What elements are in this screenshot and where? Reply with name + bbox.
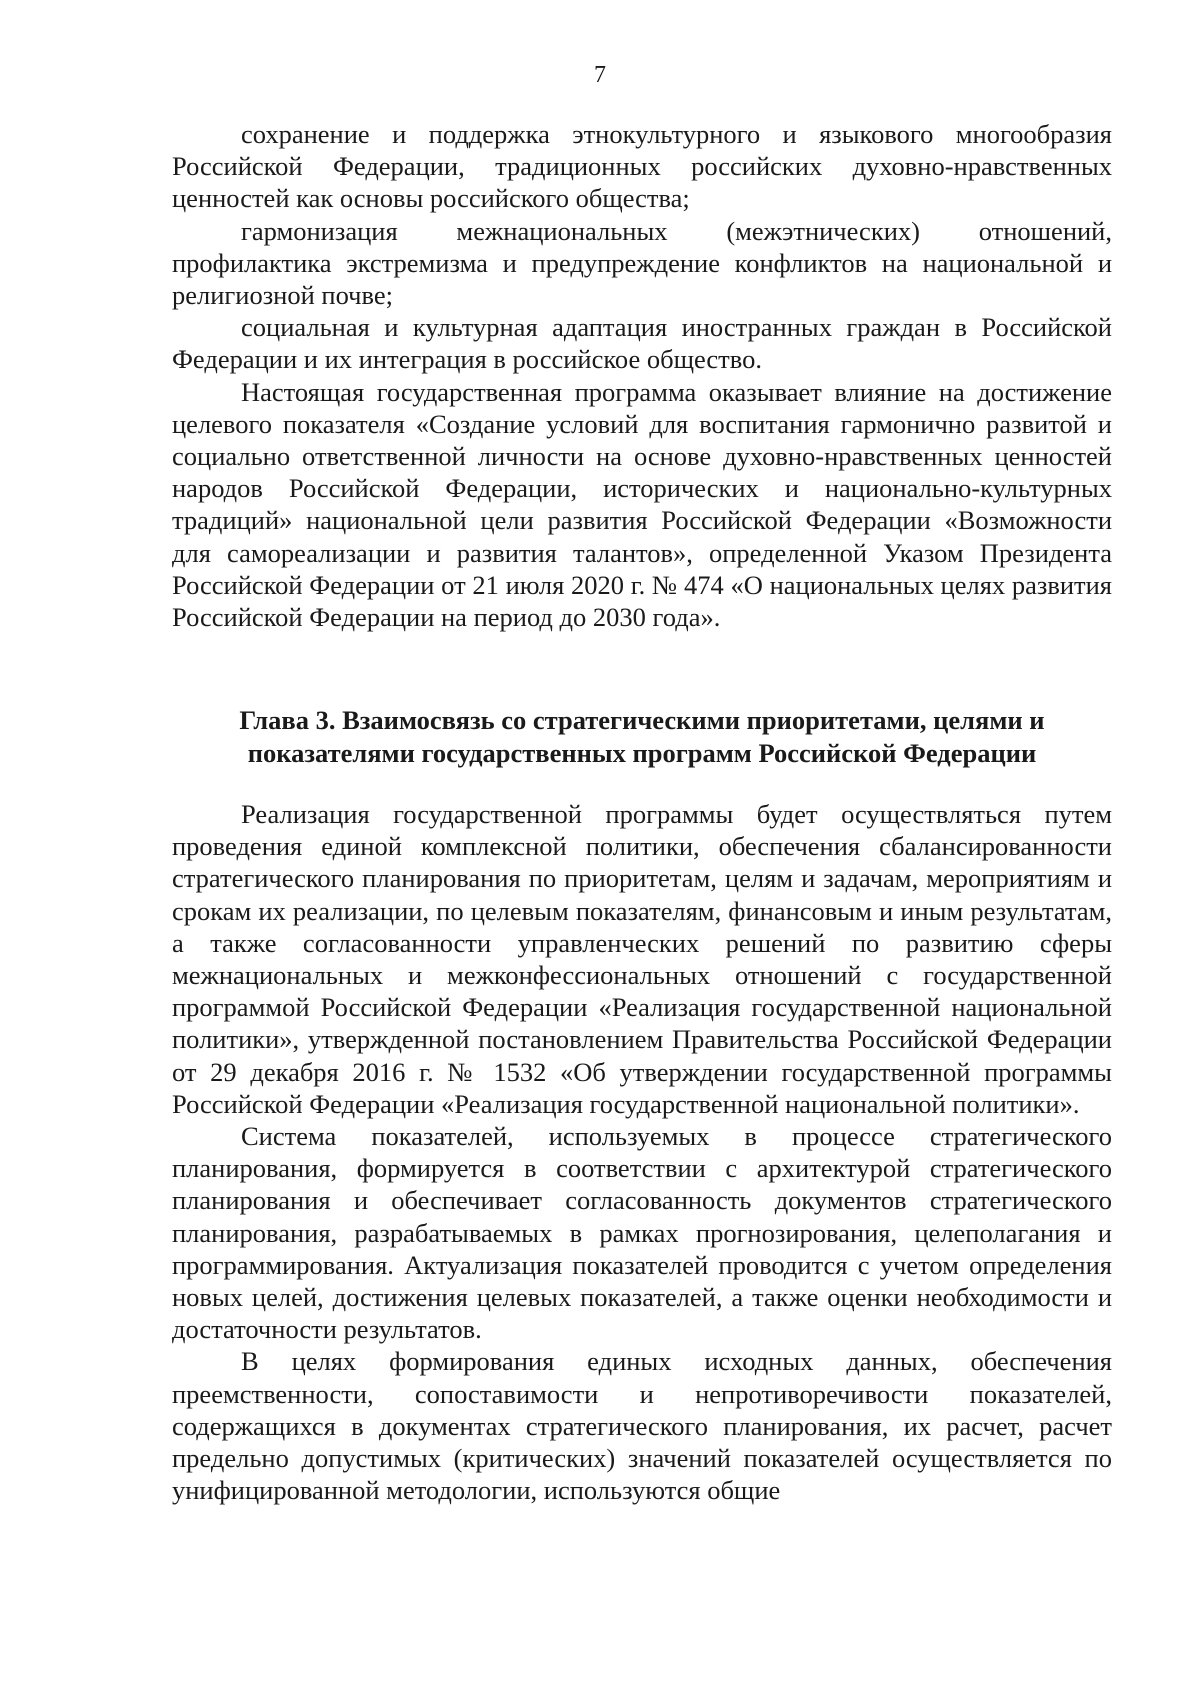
chapter-text [172, 798, 1112, 1506]
chapter-heading [172, 704, 1112, 770]
paragraph-program-implementation: Реализация государственной программы будет осуществляться путем проведения единой комплексной политики, обеспечения сбалансированности стратегического планирования по приоритетам, целям и задачам, мероприятиям и срокам их реализации, по целевым показателям, финансовым и иным результатам, а также согласованности управленческих решений по развитию сферы межнациональных и межконфессиональных отношений с государственной программой Российской Федерации «Реализация государственной национальной политики», утвержденной постановлением Правительства Российской Федерации от 29 декабря 2016 г. № 1532 «Об утверждении государственной программы Российской Федерации «Реализация государственной национальной политики». [172, 799, 1112, 1119]
paragraph-ethnocultural-diversity: сохранение и поддержка этнокультурного и языкового многообразия Российской Федерации, традиционных российских духовно-нравственных ценностей как основы российского общества; [172, 119, 1112, 214]
paragraph-target-indicator-influence: Настоящая государственная программа оказывает влияние на достижение целевого показателя «Создание условий для воспитания гармонично развитой и социально ответственной личности на основе духовно-нравственных ценностей народов Российской Федерации, исторических и национально-культурных традиций» национальной цели развития Российской Федерации «Возможности для самореализации и развития талантов», определенной Указом Президента Российской Федерации от 21 июля 2020 г. № 474 «О национальных целях развития Российской Федерации на период до 2030 года». [172, 376, 1112, 633]
intro-text [172, 118, 1112, 633]
chapter-heading-line-1: Глава 3. Взаимосвязь со стратегическими приоритетами, целями и [239, 705, 1045, 735]
paragraph-foreign-citizens-adaptation: социальная и культурная адаптация иностранных граждан в Российской Федерации и их интеграция в российское общество. [172, 312, 1112, 375]
page-number: 7 [594, 62, 606, 88]
paragraph-interethnic-harmonization: гармонизация межнациональных (межэтнических) отношений, профилактика экстремизма и предупреждение конфликтов на национальной и религиозной почве; [172, 215, 1112, 311]
paragraph-indicator-system: Система показателей, используемых в процессе стратегического планирования, формируется в соответствии с архитектурой стратегического планирования и обеспечивает согласованность документов стратегического планирования, разрабатываемых в рамках прогнозирования, целеполагания и программирования. Актуализация показателей проводится с учетом определения новых целей, достижения целевых показателей, а также оценки необходимости и достаточности результатов. [172, 1121, 1112, 1345]
chapter-heading-line-2: показателями государственных программ Российской Федерации [247, 738, 1037, 768]
paragraph-unified-methodology: В целях формирования единых исходных данных, обеспечения преемственности, сопоставимости и непротиворечивости показателей, содержащихся в документах стратегического планирования, их расчет, расчет предельно допустимых (критических) значений показателей осуществляется по унифицированной методологии, используются общие [172, 1346, 1112, 1506]
